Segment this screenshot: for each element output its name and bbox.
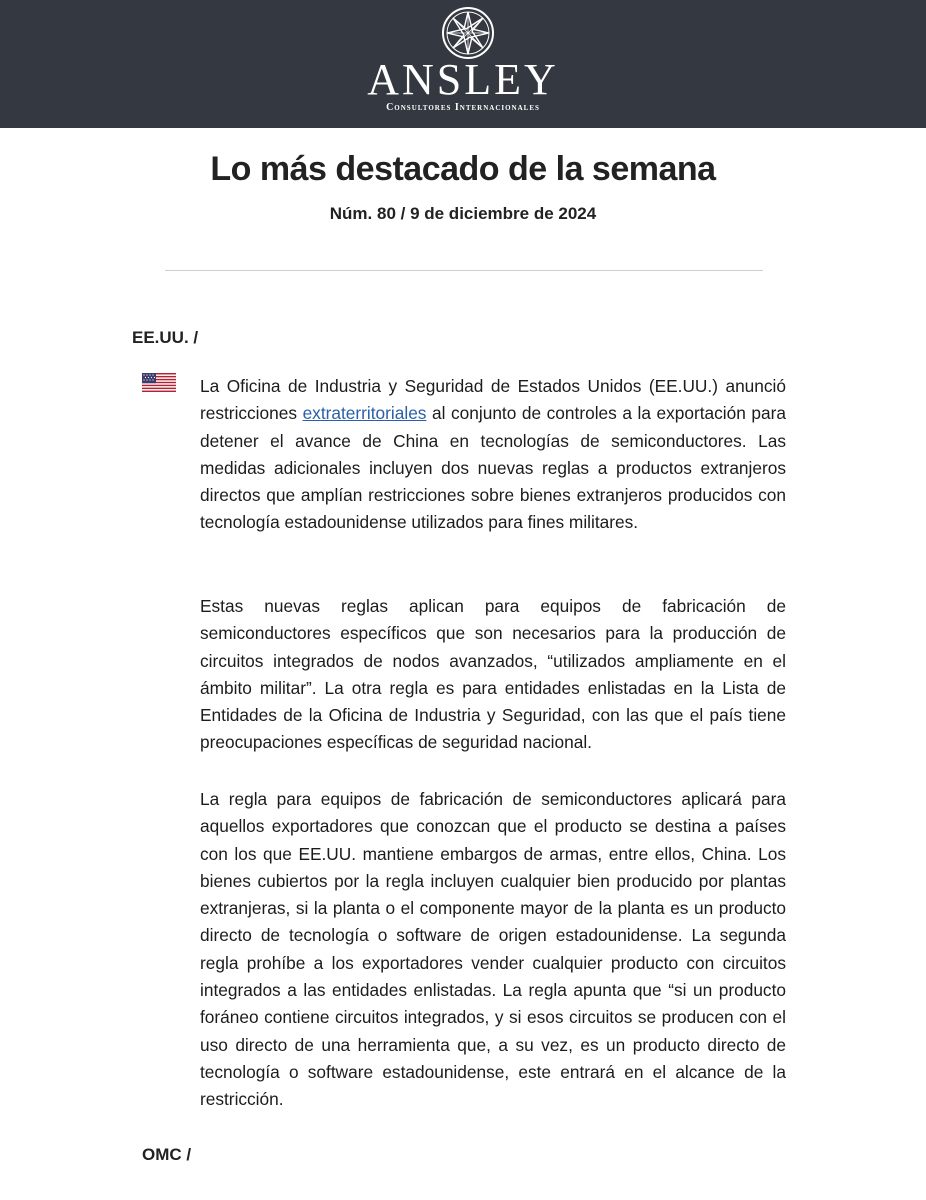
brand-name: ANSLEY bbox=[367, 55, 559, 104]
paragraph-2 bbox=[200, 593, 786, 757]
extraterritoriales-link[interactable]: extraterritoriales bbox=[302, 403, 427, 424]
section-label-omc: OMC / bbox=[142, 1145, 192, 1164]
paragraph-3-text: La regla para equipos de fabricación de semiconductores aplicará para aquellos exportadores que conozcan que el producto se destina a países con los que EE.UU. mantiene embargos de armas, entre ellos, China. Los bienes cubiertos por la regla incluyen cualquier bien producido por plantas extranjeras, si la planta o el componente mayor de la planta es un producto directo de tecnología o software de origen estadounidense. La segunda regla prohíbe a los exportadores vender cualquier producto con circuitos integrados a las entidades enlistadas. La regla apunta que “si un producto foráneo contiene circuitos integrados, y si esos circuitos se producen con el uso directo de una herramienta que, a su vez, es un producto directo de tecnología o software estadounidense, este entrará en el alcance de la restricción. bbox=[200, 789, 786, 1110]
issue-date: Núm. 80 / 9 de diciembre de 2024 bbox=[329, 204, 597, 223]
paragraph-1-text-b: al conjunto de controles a la exportación para detener el avance de China en tecnologías de semiconductores. Las medidas adicionales incluyen dos nuevas reglas a productos extranjeros directos que amplían restricciones sobre bienes extranjeros producidos con tecnología estadounidense utilizados para fines militares. bbox=[200, 403, 786, 533]
paragraph-1-text-a: La Oficina de Industria y Seguridad de Estados Unidos (EE.UU.) anunció restricciones bbox=[200, 376, 786, 424]
paragraph-1 bbox=[200, 373, 786, 537]
section-label-eeuu: EE.UU. / bbox=[132, 328, 199, 347]
page-title: Lo más destacado de la semana bbox=[210, 150, 716, 188]
us-flag-icon bbox=[142, 373, 176, 392]
paragraph-2-text: Estas nuevas reglas aplican para equipos de fabricación de semiconductores específicos que son necesarios para la producción de circuitos integrados de nodos avanzados, “utilizados ampliamente en el ámbito militar”. La otra regla es para entidades enlistadas en la Lista de Entidades de la Oficina de Industria y Seguridad, con las que el país tiene preocupaciones específicas de seguridad nacional. bbox=[200, 596, 786, 753]
brand-subtitle: Consultores Internacionales bbox=[386, 102, 540, 113]
paragraph-3 bbox=[200, 786, 786, 1114]
compass-star-icon bbox=[441, 6, 495, 60]
divider bbox=[165, 270, 763, 271]
header-banner bbox=[0, 0, 926, 128]
